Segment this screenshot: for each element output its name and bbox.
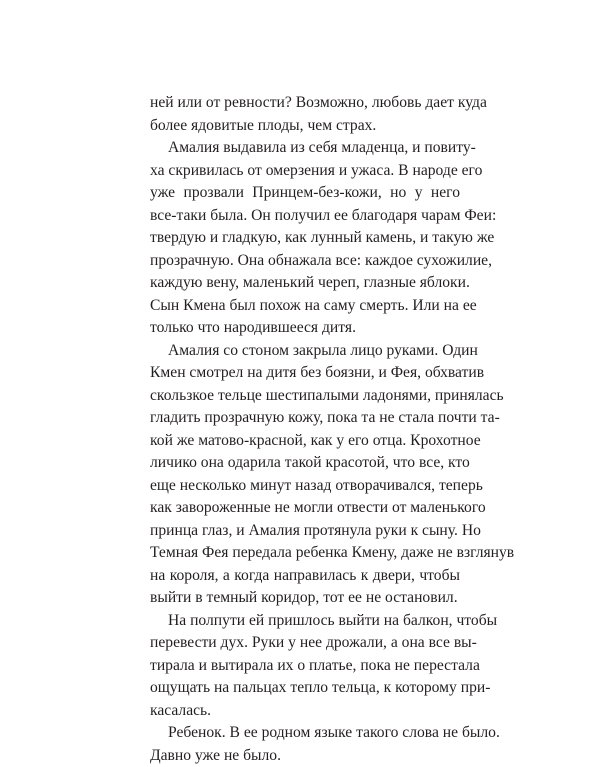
text-line: гладить прозрачную кожу, пока та не стала почти та- — [150, 407, 460, 430]
text-line: На полпути ей пришлось выйти на балкон, чтобы — [150, 610, 460, 633]
paragraph — [150, 137, 460, 340]
text-line: все-таки была. Он получил ее благодаря чарам Феи: — [150, 205, 460, 228]
paragraph — [150, 722, 460, 767]
text-line: как завороженные не могли отвести от маленького — [150, 497, 460, 520]
text-line: Ребенок. В ее родном языке такого слова не было. — [150, 722, 460, 745]
text-line: Амалия выдавила из себя младенца, и повиту- — [150, 137, 460, 160]
text-line: ха скривилась от омерзения и ужаса. В народе его — [150, 160, 460, 183]
text-line: на короля, а когда направилась к двери, чтобы — [150, 565, 460, 588]
body-text — [150, 92, 460, 767]
text-line: каждую вену, маленький череп, глазные яблоки. — [150, 272, 460, 295]
text-line: еще несколько минут назад отворачивался, теперь — [150, 475, 460, 498]
text-line: Давно уже не было. — [150, 745, 460, 767]
text-line: кой же матово-красной, как у его отца. Крохотное — [150, 430, 460, 453]
text-line: Кмен смотрел на дитя без боязни, и Фея, обхватив — [150, 362, 460, 385]
text-line: личико она одарила такой красотой, что все, кто — [150, 452, 460, 475]
text-line: Амалия со стоном закрыла лицо руками. Один — [150, 340, 460, 363]
text-line: Сын Кмена был похож на саму смерть. Или на ее — [150, 295, 460, 318]
text-line: только что народившееся дитя. — [150, 317, 460, 340]
text-line: выйти в темный коридор, тот ее не остановил. — [150, 587, 460, 610]
paragraph — [150, 340, 460, 610]
text-line: прозрачную. Она обнажала все: каждое сухожилие, — [150, 250, 460, 273]
paragraph — [150, 92, 460, 137]
text-line: ней или от ревности? Возможно, любовь дает куда — [150, 92, 460, 115]
text-line: касалась. — [150, 700, 460, 723]
text-line: твердую и гладкую, как лунный камень, и такую же — [150, 227, 460, 250]
text-line: перевести дух. Руки у нее дрожали, а она все вы- — [150, 632, 460, 655]
text-line: ощущать на пальцах тепло тельца, к которому при- — [150, 677, 460, 700]
text-line: принца глаз, и Амалия протянула руки к сыну. Но — [150, 520, 460, 543]
paragraph — [150, 610, 460, 723]
text-line: скользкое тельце шестипалыми ладонями, принялась — [150, 385, 460, 408]
text-line: тирала и вытирала их о платье, пока не перестала — [150, 655, 460, 678]
text-line: уже прозвали Принцем-без-кожи, но у него — [150, 182, 460, 205]
text-line: Темная Фея передала ребенка Кмену, даже не взглянув — [150, 542, 460, 565]
text-line: более ядовитые плоды, чем страх. — [150, 115, 460, 138]
